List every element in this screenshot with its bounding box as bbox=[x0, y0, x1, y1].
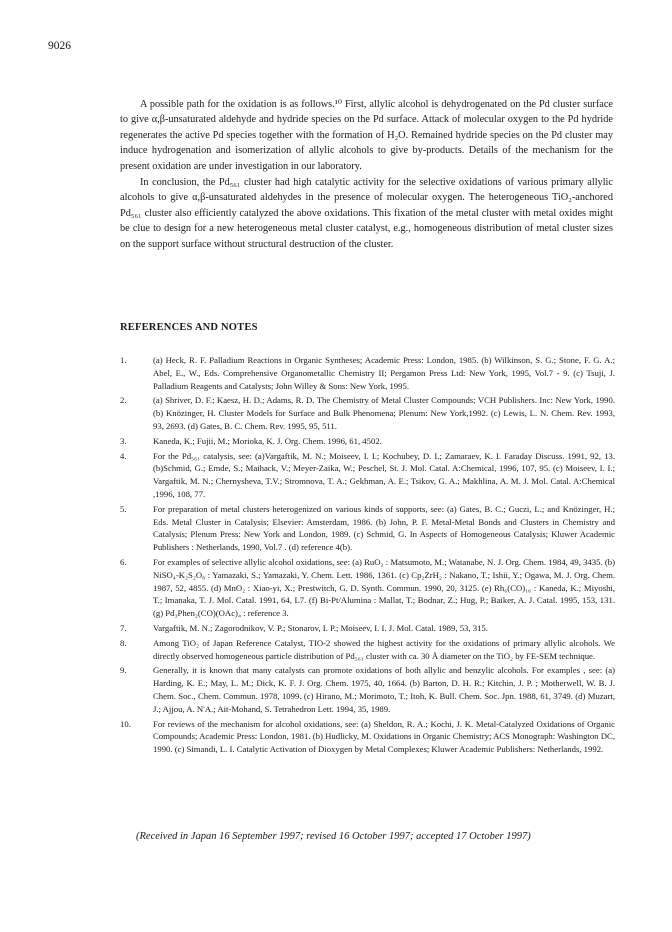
reference-text: Kaneda, K.; Fujii, M.; Morioka, K. J. Org. Chem. 1996, 61, 4502. bbox=[153, 435, 382, 446]
body-text bbox=[120, 97, 613, 252]
paragraph-mechanism: A possible path for the oxidation is as follows.¹⁰ First, allylic alcohol is dehydrogenated on the Pd cluster surface to give α,β-unsaturated aldehyde and hydride species on the Pd surface. Attack of molecular oxygen to the Pd hydride regenerates the active Pd species together with the formation of H₂O. Remained hydride species on the Pd cluster may induce hydrogenation and isomerization of allylic alcohols to give by-products. Details of the mechanism for the present oxidation are under investigation in our laboratory. bbox=[120, 99, 613, 172]
reference-item bbox=[120, 664, 615, 715]
reference-item bbox=[120, 503, 615, 554]
reference-item bbox=[120, 354, 615, 392]
reference-text: (a) Heck, R. F. Palladium Reactions in Organic Syntheses; Academic Press: London, 1985. (b) Wilkinson, S. G.; Stone, F. G. A.; Abel, E., W., Eds. Comprehensive Organometallic Chemistry II; Pergamon Press Ltd: New York, 1995, Vol.7 - 9. (c) Tsuji, J. Palladium Reagents and Catalysts; John Willey & Sons: New York, 1995. bbox=[153, 355, 615, 391]
reference-number: 5. bbox=[120, 503, 127, 514]
references-heading: REFERENCES AND NOTES bbox=[120, 322, 258, 333]
reference-number: 2. bbox=[120, 395, 127, 406]
paragraph-conclusion: In conclusion, the Pd₅₆₁ cluster had high catalytic activity for the selective oxidations of various primary allylic alcohols to give α,β-unsaturated aldehydes in the presence of molecular oxygen. The heterogeneous TiO₂-anchored Pd₅₆₁ cluster also efficiently catalyzed the above oxidations. This fixation of the metal cluster with metal oxides might be clue to design for a new heterogeneous metal cluster catalyst, e.g., homogeneous distribution of metal cluster sizes on the support surface without structural destruction of the cluster. bbox=[120, 177, 613, 250]
received-dates: (Received in Japan 16 September 1997; revised 16 October 1997; accepted 17 October 1997) bbox=[136, 831, 531, 842]
reference-item bbox=[120, 394, 615, 432]
reference-number: 4. bbox=[120, 450, 127, 461]
reference-item bbox=[120, 435, 615, 448]
reference-number: 10. bbox=[120, 718, 131, 729]
reference-text: For reviews of the mechanism for alcohol oxidations, see: (a) Sheldon, R. A.; Kochi, J. K. Metal-Catalyzed Oxidations of Organic Compounds; Academic Press: London, 1981. (b) Hudlicky, M. Oxidations in Organic Chemistry; ACS Monograph: Washington DC, 1990. (c) Simandi, L. I. Catalytic Activation of Dioxygen by Metal Complexes; Kluwer Academic Publishers: Netherlands, 1992. bbox=[153, 718, 615, 755]
page-number: 9026 bbox=[48, 40, 71, 52]
reference-text: For the Pd₅₆₁ catalysis, see: (a)Vargaftik, M. N.; Moiseev, I. I.; Kochubey, D. I.; Zamaraev, K. I. Faraday Discuss. 1991, 92, 13. (b)Schmid, G.; Emde, S.; Maihack, V.; Meyer-Zaika, W.; Peschel, St. J. Mol. Catal. A:Chemical, 1996, 107, 95. (c) Moiseev, I. I.; Vargaftik, M. N.; Chernysheva, T.V.; Stromnova, T. A.; Gekhman, A. E.; Tsikov, G. A.; Makhlina, A. M. J. Mol. Catal. A:Chemical ,1996, 108, 77. bbox=[153, 450, 615, 499]
reference-text: (a) Shriver, D. F.; Kaesz, H. D.; Adams, R. D. The Chemistry of Metal Cluster Compounds; VCH Publishers. Inc: New York, 1990. (b) Knözinger, H. Cluster Models for Surface and Bulk Phenomena; Plenum: New York,1992. (c) Lewis, L. N. Chem. Rev. 1993, 93, 2693. (d) Gates, B. C. Chem. Rev. 1995, 95, 511. bbox=[153, 395, 615, 431]
reference-item bbox=[120, 450, 615, 501]
reference-item bbox=[120, 718, 615, 756]
reference-text: Among TiO₂ of Japan Reference Catalyst, TIO-2 showed the highest activity for the oxidations of primary allylic alcohols. We directly observed homogeneous particle distribution of Pd₅₆₁ cluster with ca. 30 Å diameter on the TiO₂ by FE-SEM technique. bbox=[153, 637, 615, 661]
reference-text: Generally, it is known that many catalysts can promote oxidations of both allylic and benzylic alcohols. For examples , see: (a) Harding, K. E.; May, L. M.; Dick, K. F. J. Org. Chem. 1975, 40, 1664. (b) Barton, D. H. R.; Kitchin, J. P. ; Motherwell, W. B. J. Chem. Soc., Chem. Commun. 1978, 1099. (c) Hirano, M.; Morimoto, T.; Itoh, K. Bull. Chem. Soc. Jpn. 1988, 61, 3749. (d) Muzart, J.; Ajjou, A. N'A.; Ait-Mohand, S. Tetrahedron Lett. 1994, 35, 1989. bbox=[153, 665, 615, 714]
references-list bbox=[120, 354, 615, 758]
reference-number: 7. bbox=[120, 622, 127, 633]
reference-text: For examples of selective allylic alcohol oxidations, see: (a) RuO₂ : Matsumoto, M.; Watanabe, N. J. Org. Chem. 1984, 49, 3435. (b) NiSO₄-K₂S₂O₈ : Yamazaki, S.; Yamazaki, Y. Chem. Lett. 1986, 1361. (c) Cp₂ZrH₂ : Nakano, T.; Ishii, Y.; Ogawa, M. J. Org. Chem. 1987, 52, 4855. (d) MnO₂ : Xiao-yi, X.; Prestwitch, G. D. Synth. Commun. 1990, 20, 3125. (e) Rh₆(CO)₁₆ : Kaneda, K.; Miyoshi, T.; Imanaka, T. J. Mol. Catal. 1991, 64, L7. (f) Bi-Pt/Alumina : Mallat, T.; Bodnar, Z.; Hug, P.; Baiker, A. J. Catal. 1995, 153, 131. (g) Pd₃Phen₂(CO)(OAc)₄ : reference 3. bbox=[153, 556, 615, 619]
reference-number: 1. bbox=[120, 355, 127, 365]
reference-number: 3. bbox=[120, 435, 127, 446]
reference-item bbox=[120, 637, 615, 663]
reference-item bbox=[120, 622, 615, 635]
reference-text: For preparation of metal clusters heterogenized on various kinds of supports, see: (a) Gates, B. C.; Guczi, L.; and Knözinger, H.; Eds. Metal Cluster in Catalysis; Elsevier: Amsterdam, 1986. (b) John, P. F. Metal-Metal Bonds and Clusters in Chemistry and Catalysis; Plenum Press: New York and London, 1989. (c) Schmid, G. In Aspects of Homogeneous Catalysis; Kluwer Academic Publishers : Netherlands, 1990, Vol.7 . (d) reference 4(b). bbox=[153, 503, 615, 553]
reference-number: 9. bbox=[120, 665, 127, 676]
reference-item bbox=[120, 556, 615, 620]
reference-text: Vargaftik, M. N.; Zagorodnikov, V. P.; Stonarov, I. P.; Moiseev, I. I. J. Mol. Catal. 1989, 53, 315. bbox=[153, 622, 488, 633]
reference-number: 8. bbox=[120, 637, 127, 648]
reference-number: 6. bbox=[120, 556, 127, 567]
